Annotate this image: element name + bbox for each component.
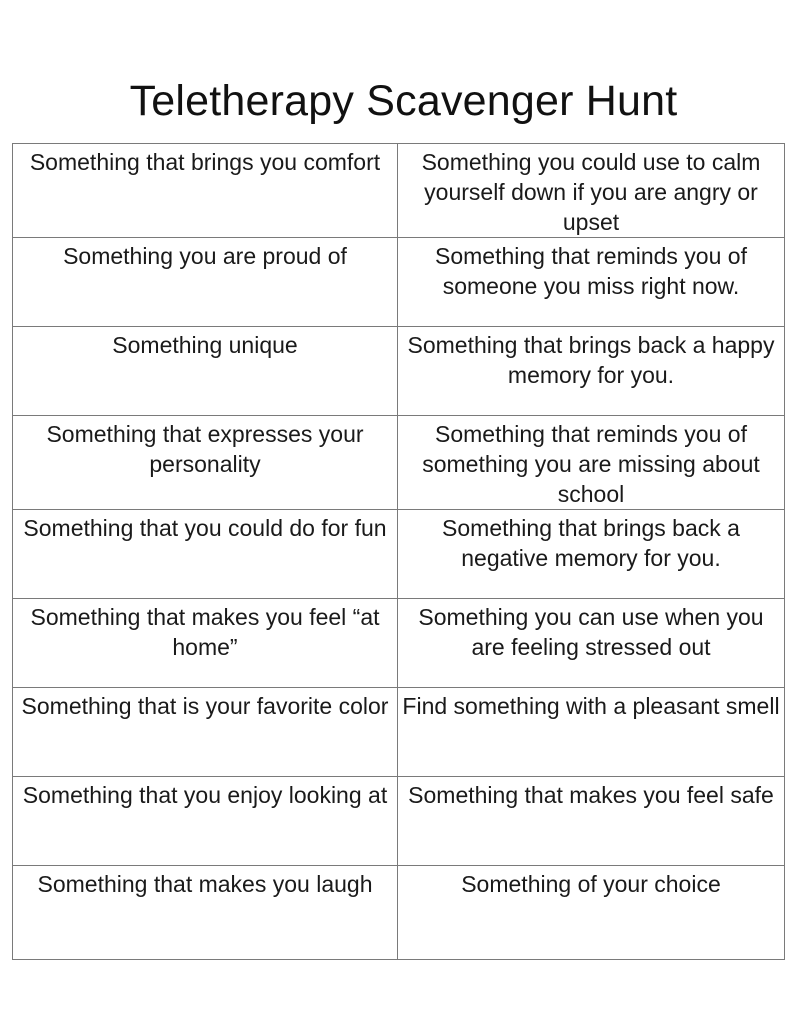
hunt-item: Find something with a pleasant smell xyxy=(398,688,785,777)
hunt-item: Something that brings you comfort xyxy=(13,144,398,238)
hunt-item: Something you could use to calm yourself down if you are angry or upset xyxy=(398,144,785,238)
hunt-item: Something that makes you laugh xyxy=(13,866,398,960)
hunt-item: Something that brings back a negative memory for you. xyxy=(398,510,785,599)
hunt-item: Something unique xyxy=(13,327,398,416)
table-row xyxy=(13,777,785,866)
hunt-item: Something that you enjoy looking at xyxy=(13,777,398,866)
page-title: Teletherapy Scavenger Hunt xyxy=(129,77,678,125)
table-row xyxy=(13,238,785,327)
hunt-item: Something of your choice xyxy=(398,866,785,960)
table-row xyxy=(13,144,785,238)
hunt-item: Something that makes you feel safe xyxy=(398,777,785,866)
table-row xyxy=(13,327,785,416)
table-row xyxy=(13,866,785,960)
table-row xyxy=(13,599,785,688)
hunt-item: Something that reminds you of something you are missing about school xyxy=(398,416,785,510)
scavenger-hunt-table xyxy=(12,143,785,960)
hunt-item: Something you can use when you are feeling stressed out xyxy=(398,599,785,688)
hunt-item: Something that expresses your personality xyxy=(13,416,398,510)
table-row xyxy=(13,510,785,599)
hunt-item: Something that brings back a happy memory for you. xyxy=(398,327,785,416)
hunt-item: Something that makes you feel “at home” xyxy=(13,599,398,688)
hunt-item: Something that reminds you of someone you miss right now. xyxy=(398,238,785,327)
hunt-item: Something that you could do for fun xyxy=(13,510,398,599)
table-row xyxy=(13,416,785,510)
hunt-item: Something that is your favorite color xyxy=(13,688,398,777)
hunt-item: Something you are proud of xyxy=(13,238,398,327)
table-row xyxy=(13,688,785,777)
